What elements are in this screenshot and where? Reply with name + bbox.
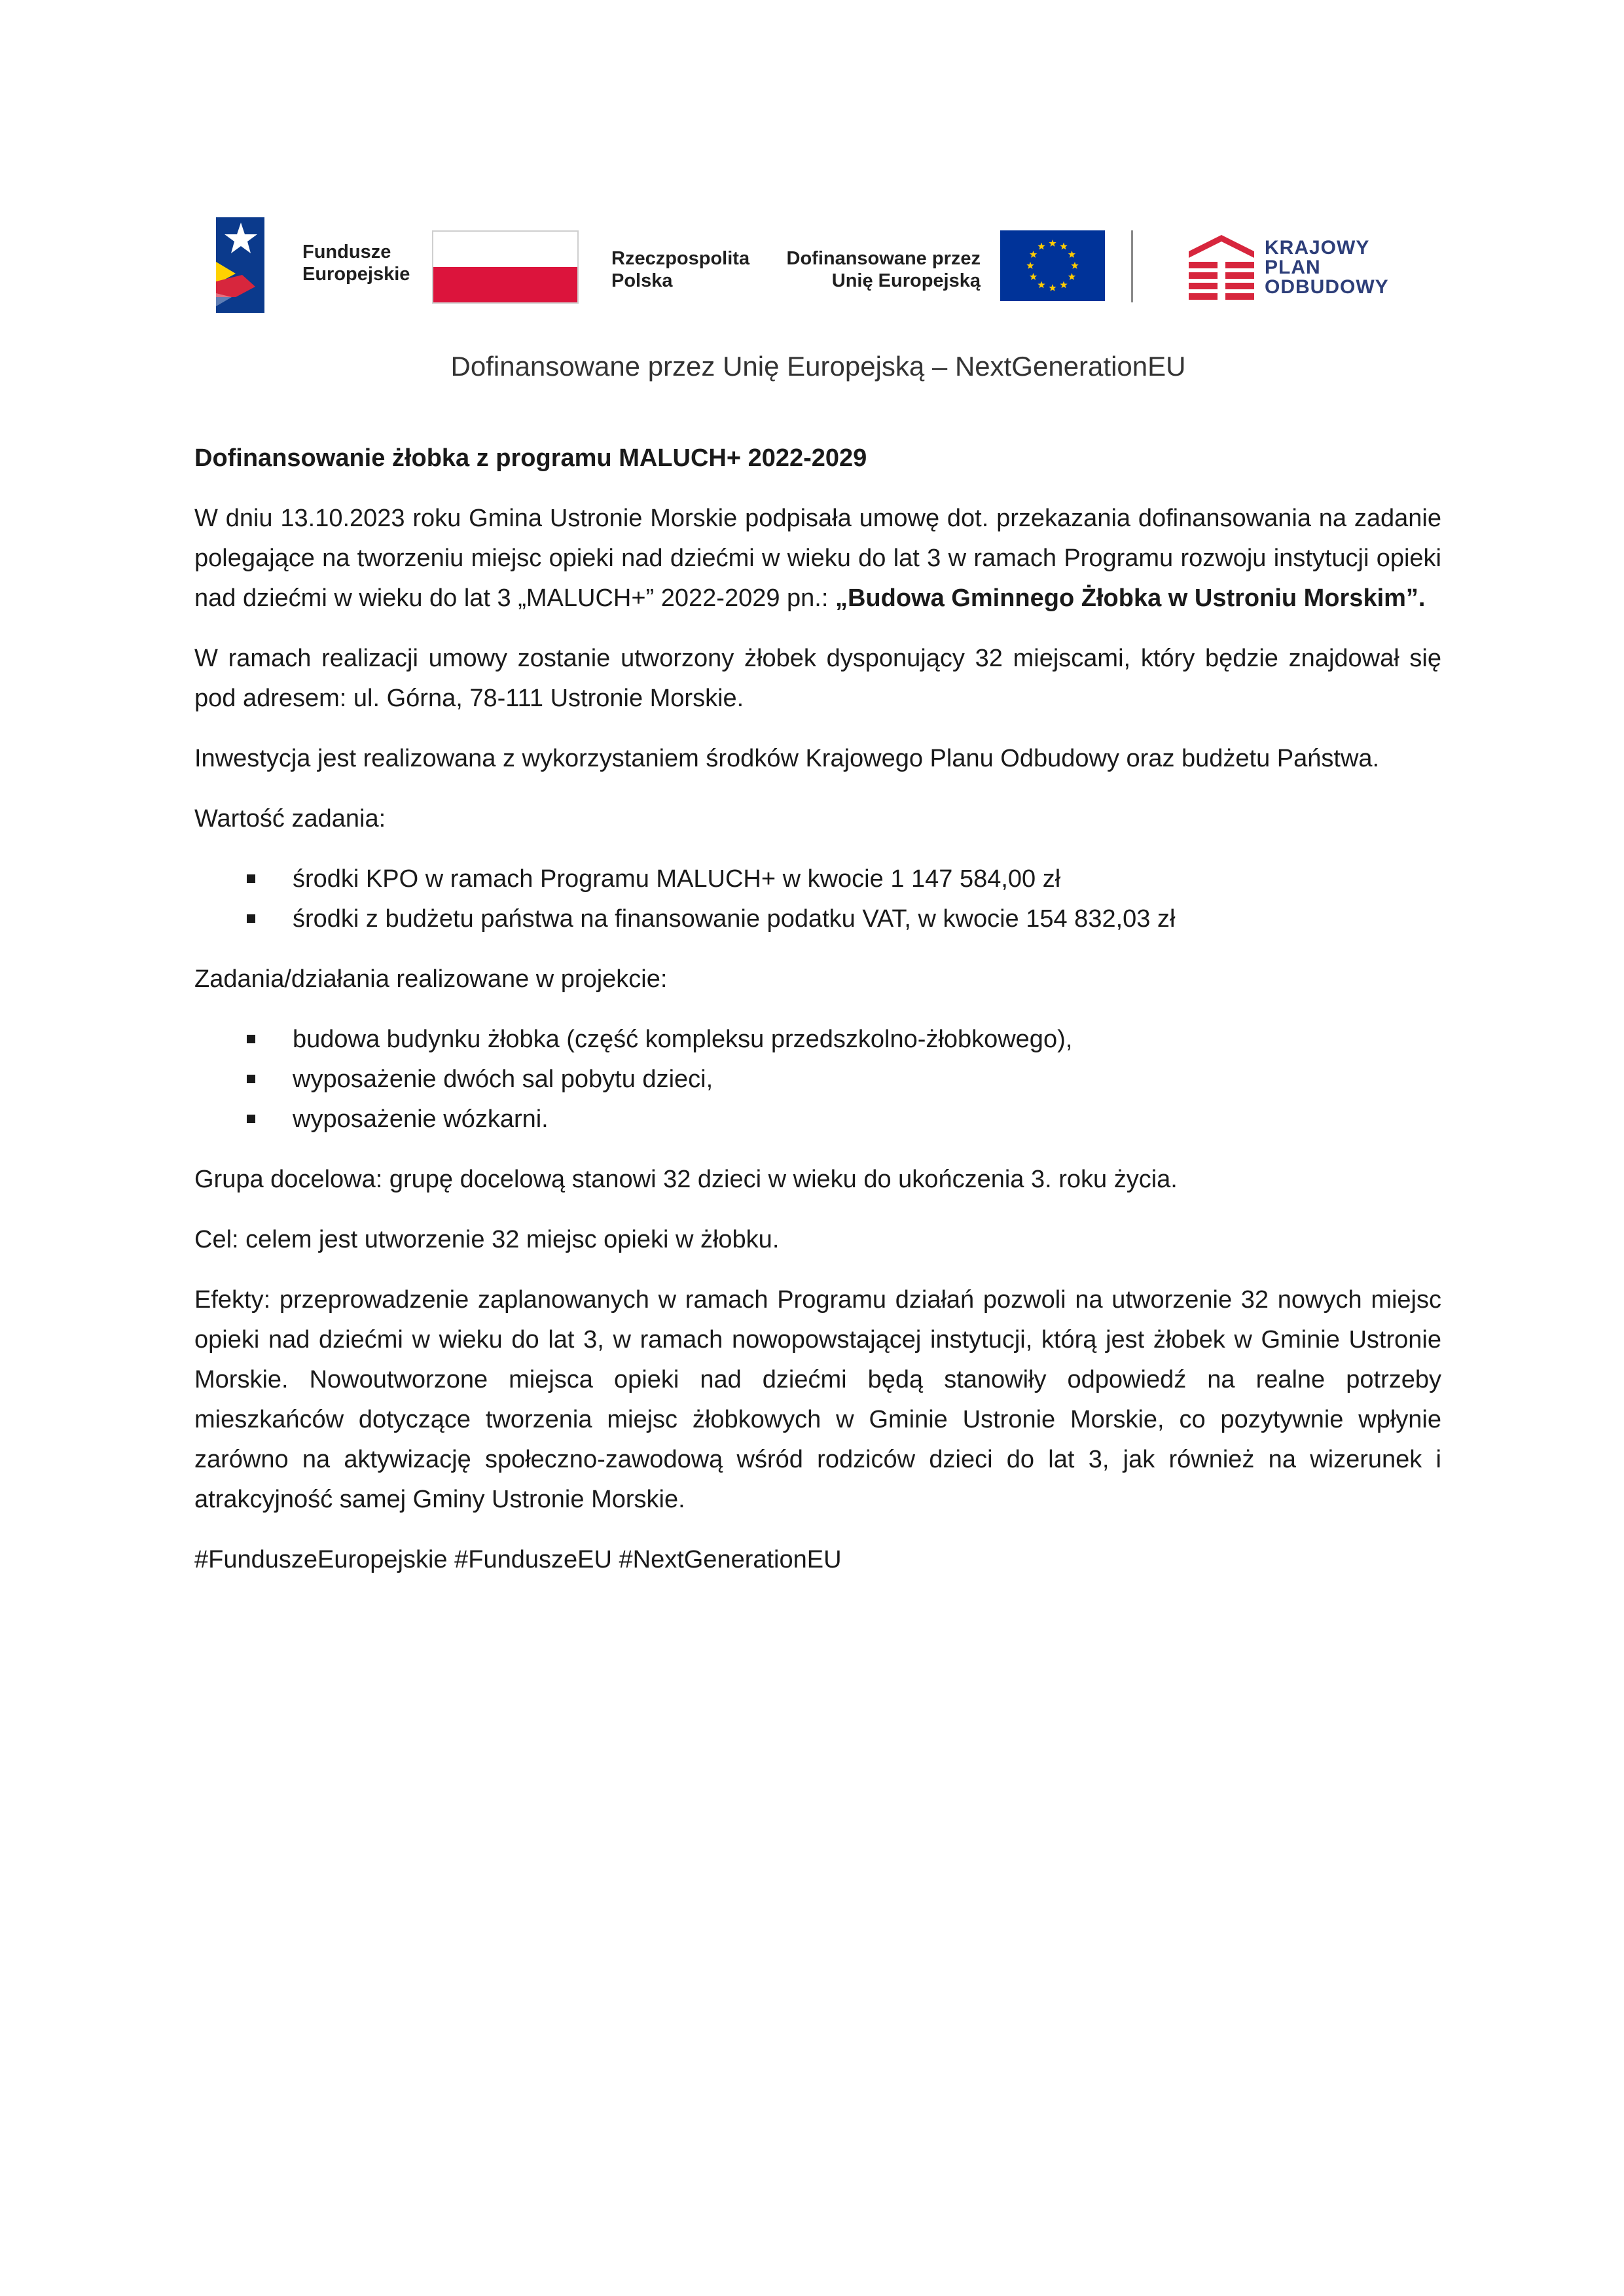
document-body — [194, 439, 1441, 1600]
polish-flag-icon — [432, 230, 579, 304]
eu-star-icon — [1038, 243, 1045, 250]
tasks-list — [194, 1020, 1441, 1139]
nextgeneration-subtitle: Dofinansowane przez Unię Europejską – NextGenerationEU — [450, 351, 1186, 382]
eu-star-icon — [1068, 273, 1075, 280]
fundusze-europejskie-logo — [216, 216, 410, 314]
eu-star-icon — [1030, 251, 1037, 258]
paragraph-funding-source: Inwestycja jest realizowana z wykorzystaniem środków Krajowego Planu Odbudowy oraz budżetu Państwa. — [194, 745, 1380, 772]
kpo-line1: KRAJOWY — [1265, 237, 1370, 259]
kpo-line3: ODBUDOWY — [1265, 276, 1389, 298]
bullet-icon — [247, 1075, 255, 1083]
eu-star-icon — [1049, 240, 1056, 247]
document-heading: Dofinansowanie żłobka z programu MALUCH+ 2022-2029 — [194, 444, 867, 472]
bullet-icon — [247, 874, 255, 883]
paragraph-target-group: Grupa docelowa: grupę docelową stanowi 32 dzieci w wieku do ukończenia 3. roku życia. — [194, 1166, 1178, 1193]
value-list — [194, 859, 1441, 939]
list-item-text: wyposażenie wózkarni. — [293, 1105, 549, 1133]
rzeczpospolita-line1: Rzeczpospolita — [611, 248, 750, 269]
paragraph-effects: Efekty: przeprowadzenie zaplanowanych w ramach Programu działań pozwoli na utworzenie 32 nowych miejsc opieki nad dziećmi w wieku do lat 3, w ramach nowopowstającej instytucji, którą jest żłobek w Gminie Ustronie Morskie. Nowoutworzone miejsca opieki nad dziećmi będą stanowiły odpowiedź na realne potrzeby mieszkańców dotyczące tworzenia miejsc żłobkowych w Gminie Ustronie Morskie, co pozytywnie wpłynie zarówno na aktywizację społeczno-zawodową wśród rodziców dzieci do lat 3, jak również na wizerunek i atrakcyjność samej Gminy Ustronie Morskie. — [194, 1286, 1441, 1513]
logo-divider — [1131, 230, 1133, 302]
value-label: Wartość zadania: — [194, 805, 386, 833]
rzeczpospolita-polska-logo — [432, 229, 750, 308]
eu-star-icon — [1049, 284, 1056, 291]
list-item-text: środki z budżetu państwa na finansowanie podatku VAT, w kwocie 154 832,03 zł — [293, 905, 1176, 933]
list-item-text: środki KPO w ramach Programu MALUCH+ w kwocie 1 147 584,00 zł — [293, 865, 1061, 893]
eu-star-icon — [1068, 251, 1075, 258]
list-item-text: wyposażenie dwóch sal pobytu dzieci, — [293, 1066, 713, 1093]
list-item — [194, 1100, 1441, 1139]
project-name: „Budowa Gminnego Żłobka w Ustroniu Morskim”. — [835, 584, 1426, 612]
krajowy-plan-odbudowy-logo — [1189, 232, 1424, 304]
eu-star-icon — [1071, 262, 1078, 269]
list-item — [194, 859, 1441, 899]
fundusze-europejskie-emblem-icon — [216, 216, 268, 314]
logo-strip — [216, 216, 1427, 314]
paragraph-agreement-text: W dniu 13.10.2023 roku Gmina Ustronie Morskie podpisała umowę dot. przekazania dofinansowania na zadanie polegające na tworzeniu miejsc opieki nad dziećmi w wieku do lat 3 w ramach Programu rozwoju instytucji opieki nad dziećmi w wieku do lat 3 „MALUCH+” 2022-2029 pn.: — [194, 505, 1441, 612]
eu-line1: Dofinansowane przez — [786, 248, 981, 269]
eu-star-icon — [1038, 281, 1045, 288]
tasks-label: Zadania/działania realizowane w projekcie: — [194, 965, 668, 993]
rzeczpospolita-line2: Polska — [611, 270, 673, 291]
eu-line2: Unię Europejską — [831, 270, 981, 291]
hashtags: #FunduszeEuropejskie #FunduszeEU #NextGenerationEU — [194, 1546, 842, 1573]
eu-flag-icon — [1000, 230, 1105, 301]
eu-star-icon — [1060, 243, 1067, 250]
eu-star-icon — [1026, 262, 1034, 269]
kpo-line2: PLAN — [1265, 257, 1321, 278]
fundusze-line2: Europejskie — [302, 264, 410, 285]
eu-cofunded-logo — [738, 229, 1105, 308]
kpo-emblem-icon — [1189, 232, 1254, 304]
list-item — [194, 899, 1441, 939]
bullet-icon — [247, 1115, 255, 1123]
eu-star-icon — [1030, 273, 1037, 280]
paragraph-goal: Cel: celem jest utworzenie 32 miejsc opieki w żłobku. — [194, 1226, 780, 1253]
bullet-icon — [247, 914, 255, 923]
list-item — [194, 1020, 1441, 1060]
fundusze-line1: Fundusze — [302, 242, 391, 262]
list-item-text: budowa budynku żłobka (część kompleksu przedszkolno-żłobkowego), — [293, 1026, 1073, 1053]
list-item — [194, 1060, 1441, 1100]
paragraph-scope: W ramach realizacji umowy zostanie utworzony żłobek dysponujący 32 miejscami, który będzie znajdował się pod adresem: ul. Górna, 78-111 Ustronie Morskie. — [194, 645, 1441, 712]
eu-star-icon — [1060, 281, 1067, 288]
paragraph-agreement — [194, 499, 1441, 619]
bullet-icon — [247, 1035, 255, 1043]
